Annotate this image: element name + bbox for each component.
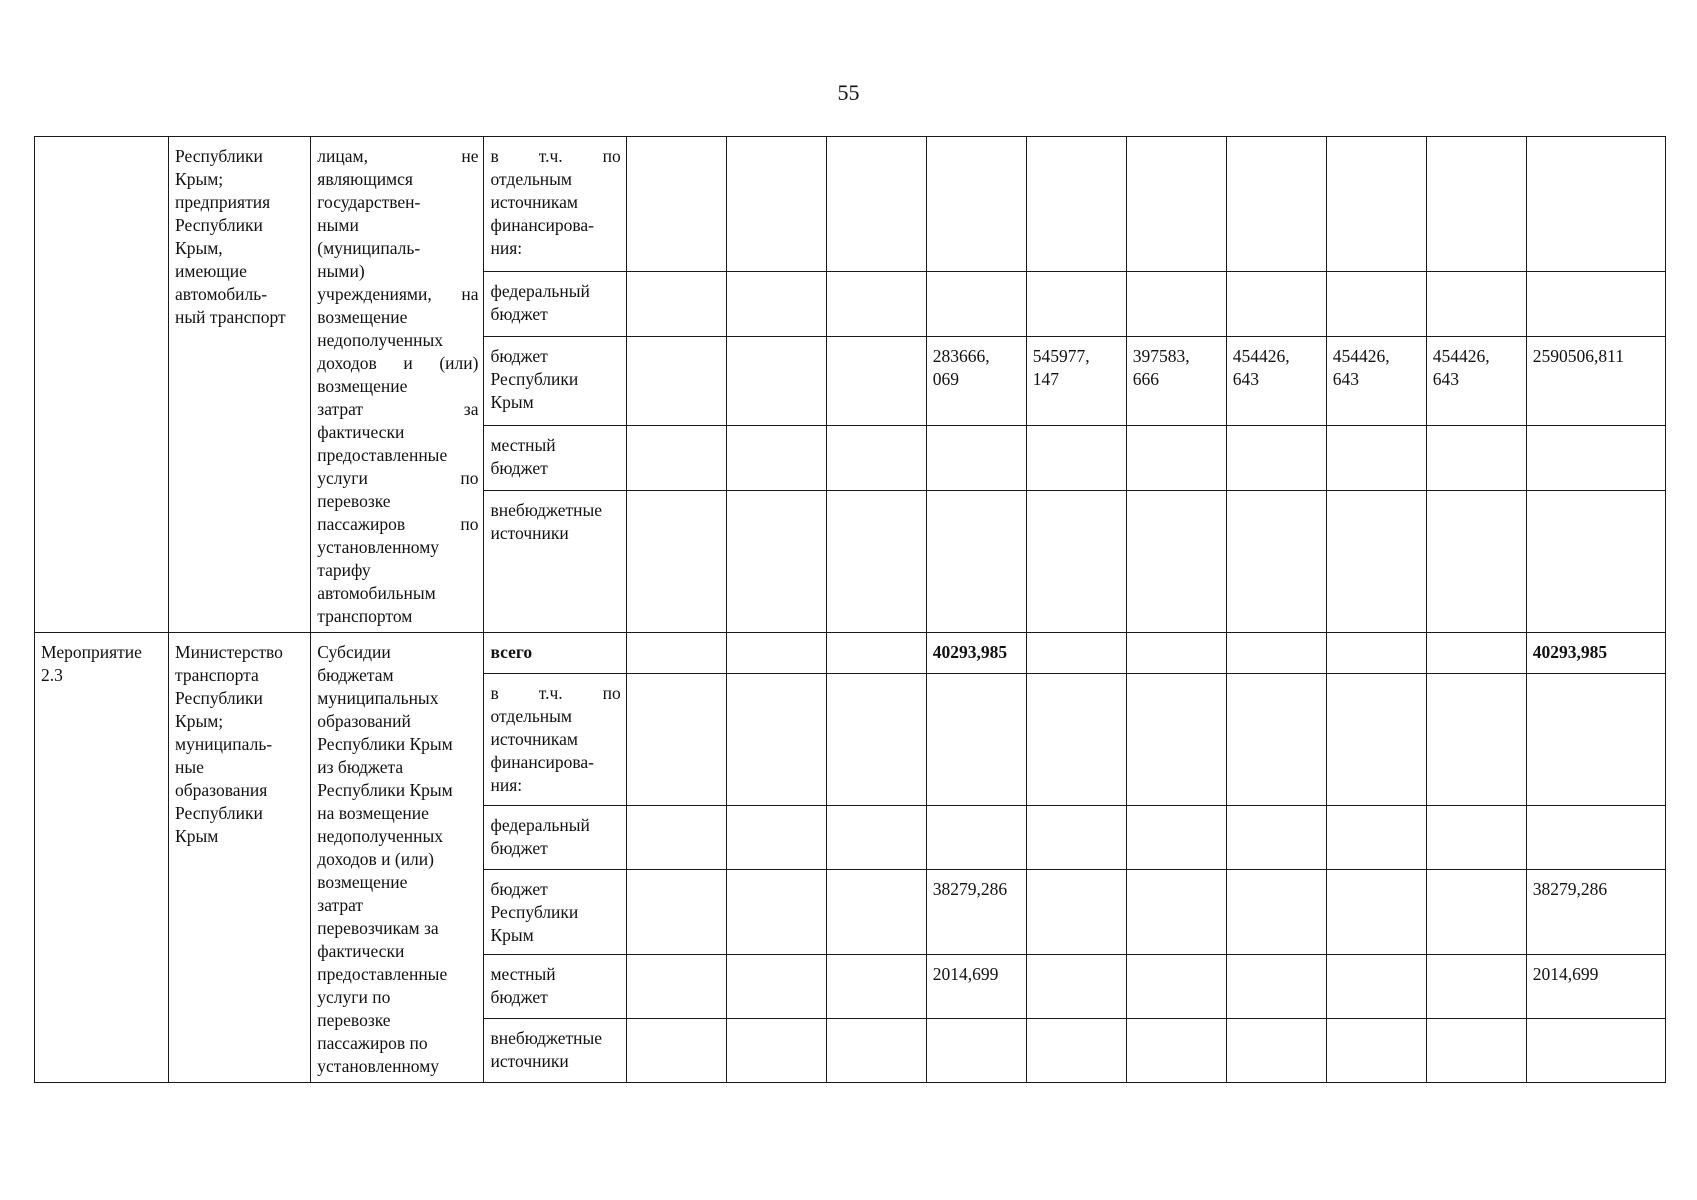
value-cell	[1226, 674, 1326, 806]
value-cell	[1126, 271, 1226, 336]
word: являющимся	[317, 169, 413, 189]
value-cell	[1226, 490, 1326, 632]
executor-line: транспорта	[175, 665, 259, 685]
source-line	[490, 237, 620, 260]
word: предоставленные	[317, 445, 448, 465]
source-cell	[484, 490, 626, 632]
value-cell	[1026, 1018, 1126, 1082]
word: пассажиров	[317, 514, 406, 534]
source-line	[490, 924, 620, 947]
cell-value: 454426, 643	[1332, 346, 1390, 390]
value-cell	[626, 137, 726, 272]
description-line: пассажиров по	[317, 1033, 428, 1053]
value-cell	[926, 1018, 1026, 1082]
word: возмещение	[317, 376, 408, 396]
value-cell	[1426, 633, 1526, 674]
source-cell	[484, 271, 626, 336]
value-cell	[1526, 137, 1665, 272]
value-cell	[926, 633, 1026, 674]
value-cell	[726, 137, 826, 272]
word: по	[460, 468, 479, 488]
value-cell	[1126, 1018, 1226, 1082]
value-cell	[1226, 137, 1326, 272]
value-cell	[1226, 271, 1326, 336]
value-cell	[626, 490, 726, 632]
executor-line: предприятия	[175, 192, 271, 212]
source-cell	[484, 425, 626, 490]
value-cell	[1326, 955, 1426, 1019]
value-cell	[1326, 806, 1426, 870]
description-line	[317, 536, 478, 559]
event-line: Мероприятие	[41, 642, 142, 662]
word: на	[461, 284, 479, 304]
value-cell	[826, 955, 926, 1019]
value-cell	[1326, 490, 1426, 632]
word: затрат	[317, 399, 364, 419]
word: ными	[317, 215, 359, 235]
event-cell	[35, 137, 169, 633]
cell-value: 2014,699	[932, 964, 999, 984]
word: бюджет	[490, 987, 548, 1007]
table-row	[35, 137, 1666, 272]
value-cell	[1126, 870, 1226, 955]
value-cell	[826, 870, 926, 955]
value-cell	[1026, 633, 1126, 674]
cell-value: 454426, 643	[1232, 346, 1290, 390]
value-cell	[1426, 337, 1526, 425]
word: источникам	[490, 729, 578, 750]
word: т.ч.	[538, 683, 563, 704]
event-cell	[35, 633, 169, 1083]
value-cell	[626, 1018, 726, 1082]
word: автомобильным	[317, 583, 436, 603]
source-line	[490, 774, 620, 797]
value-cell	[1426, 271, 1526, 336]
value-cell	[926, 955, 1026, 1019]
value-cell	[1226, 425, 1326, 490]
value-cell	[1326, 674, 1426, 806]
word: местный	[490, 434, 556, 455]
word: местный	[490, 964, 556, 984]
description-line	[317, 306, 478, 329]
funding-table	[34, 136, 1666, 1083]
value-cell	[1426, 1018, 1526, 1082]
description-line	[317, 467, 478, 490]
word: государствен-	[317, 192, 421, 212]
value-cell	[1426, 674, 1526, 806]
source-line	[490, 214, 620, 237]
word: источникам	[490, 192, 578, 212]
description-line: затрат	[317, 895, 364, 915]
source-cell	[484, 1018, 626, 1082]
description-line	[317, 260, 478, 283]
value-cell	[1026, 137, 1126, 272]
executor-line: Республики	[175, 215, 263, 235]
value-cell	[1226, 870, 1326, 955]
value-cell	[726, 633, 826, 674]
cell-value: 38279,286	[932, 879, 1008, 900]
word: внебюджетные	[490, 1027, 603, 1048]
value-cell	[1426, 806, 1526, 870]
word: в	[490, 683, 499, 704]
source-line	[490, 878, 620, 901]
value-cell	[1026, 806, 1126, 870]
description-line	[317, 559, 478, 582]
source-line	[490, 1050, 620, 1073]
source-cell	[484, 806, 626, 870]
executor-line: ный транспорт	[175, 307, 286, 327]
cell-value: 40293,985	[1532, 642, 1608, 662]
value-cell	[726, 870, 826, 955]
source-cell	[484, 633, 626, 674]
word: бюджет	[490, 346, 548, 367]
value-cell	[1426, 955, 1526, 1019]
value-cell	[1326, 1018, 1426, 1082]
value-cell	[1426, 425, 1526, 490]
value-cell	[1526, 955, 1665, 1019]
word: т.ч.	[538, 146, 563, 166]
executor-line: имеющие	[175, 261, 247, 281]
value-cell	[626, 806, 726, 870]
value-cell	[1526, 271, 1665, 336]
value-cell	[1326, 870, 1426, 955]
value-cell	[1126, 490, 1226, 632]
source-line	[490, 303, 620, 326]
description-line: предоставленные	[317, 964, 448, 984]
value-cell	[926, 674, 1026, 806]
description-line	[317, 352, 478, 375]
value-cell	[826, 490, 926, 632]
value-cell	[1326, 633, 1426, 674]
word: Республики	[490, 902, 579, 923]
description-line: перевозчикам за	[317, 918, 439, 938]
value-cell	[1526, 806, 1665, 870]
source-line	[490, 522, 620, 545]
cell-value: 38279,286	[1532, 879, 1608, 900]
word: всего	[490, 642, 533, 662]
table-body	[35, 137, 1666, 1083]
value-cell	[926, 490, 1026, 632]
value-cell	[726, 337, 826, 425]
source-line	[490, 145, 620, 168]
value-cell	[726, 271, 826, 336]
value-cell	[626, 271, 726, 336]
value-cell	[926, 425, 1026, 490]
executor-cell	[169, 633, 311, 1083]
word: федеральный	[490, 280, 590, 301]
cell-value: 283666, 069	[932, 346, 990, 390]
value-cell	[1126, 955, 1226, 1019]
word: Крым	[490, 392, 534, 413]
value-cell	[1026, 870, 1126, 955]
value-cell	[926, 870, 1026, 955]
word: (муниципаль-	[317, 238, 421, 258]
word: финансирова-	[490, 215, 594, 235]
source-line	[490, 368, 620, 391]
cell-value: 545977, 147	[1032, 346, 1090, 390]
value-cell	[1226, 1018, 1326, 1082]
value-cell	[1226, 337, 1326, 425]
description-line: перевозке	[317, 1010, 391, 1030]
description-line	[317, 191, 478, 214]
word: недополученных	[317, 330, 444, 350]
word: перевозке	[317, 491, 391, 511]
value-cell	[1426, 870, 1526, 955]
value-cell	[1326, 137, 1426, 272]
word: лицам,	[317, 146, 368, 166]
value-cell	[826, 137, 926, 272]
value-cell	[826, 425, 926, 490]
executor-line: автомобиль-	[175, 284, 268, 304]
source-cell	[484, 337, 626, 425]
value-cell	[1126, 137, 1226, 272]
description-line: образований	[317, 711, 411, 731]
source-line	[490, 728, 620, 751]
cell-value: 2590506,811	[1532, 346, 1624, 367]
source-line	[490, 963, 620, 986]
description-line: недополученных	[317, 826, 444, 846]
executor-line: Крым,	[175, 238, 223, 258]
value-cell	[926, 337, 1026, 425]
word: (или)	[439, 353, 479, 373]
cell-value: 40293,985	[932, 642, 1008, 662]
value-cell	[926, 271, 1026, 336]
source-line	[490, 499, 620, 522]
description-line	[317, 329, 478, 352]
value-cell	[726, 806, 826, 870]
description-line	[317, 398, 478, 421]
value-cell	[826, 633, 926, 674]
table-row	[35, 633, 1666, 674]
description-line: установленному	[317, 1056, 440, 1076]
cell-value: 454426, 643	[1432, 346, 1490, 390]
description-line	[317, 168, 478, 191]
page-number: 55	[837, 80, 860, 105]
value-cell	[726, 674, 826, 806]
source-line	[490, 391, 620, 414]
value-cell	[726, 1018, 826, 1082]
description-line: Республики Крым	[317, 780, 453, 800]
executor-cell	[169, 137, 311, 633]
word: учреждениями,	[317, 284, 432, 304]
word: тарифу	[317, 560, 371, 580]
value-cell	[1426, 490, 1526, 632]
word: услуги	[317, 468, 368, 488]
word: по	[602, 683, 621, 704]
executor-line: Республики	[175, 688, 263, 708]
word: в	[490, 146, 499, 166]
value-cell	[1126, 337, 1226, 425]
word: бюджет	[490, 838, 548, 859]
value-cell	[1526, 674, 1665, 806]
source-line	[490, 1027, 620, 1050]
value-cell	[1026, 674, 1126, 806]
word: и	[403, 353, 413, 373]
value-cell	[1426, 137, 1526, 272]
source-line	[490, 280, 620, 303]
source-line	[490, 901, 620, 924]
description-line	[317, 214, 478, 237]
description-line: бюджетам	[317, 665, 394, 685]
description-line	[317, 375, 478, 398]
description-cell	[311, 633, 484, 1083]
description-line	[317, 145, 478, 168]
value-cell	[726, 425, 826, 490]
value-cell	[1526, 1018, 1665, 1082]
value-cell	[826, 337, 926, 425]
cell-value: 2014,699	[1532, 964, 1599, 984]
executor-line: Крым;	[175, 169, 224, 189]
description-cell	[311, 137, 484, 633]
word: бюджет	[490, 457, 548, 478]
description-line	[317, 421, 478, 444]
word: федеральный	[490, 815, 590, 836]
value-cell	[1026, 337, 1126, 425]
source-line	[490, 986, 620, 1009]
description-line: доходов и (или)	[317, 849, 434, 869]
word: бюджет	[490, 303, 548, 324]
value-cell	[1126, 674, 1226, 806]
value-cell	[1526, 633, 1665, 674]
executor-line: Крым	[175, 826, 219, 846]
word: установленному	[317, 537, 440, 557]
description-line: Республики Крым	[317, 734, 453, 754]
value-cell	[1126, 633, 1226, 674]
value-cell	[626, 674, 726, 806]
word: за	[463, 399, 479, 419]
word: источники	[490, 1050, 569, 1071]
word: доходов	[317, 353, 377, 373]
value-cell	[1526, 490, 1665, 632]
value-cell	[626, 955, 726, 1019]
word: Республики	[490, 369, 579, 390]
cell-value: 397583, 666	[1132, 346, 1190, 390]
value-cell	[826, 674, 926, 806]
word: отдельным	[490, 169, 573, 189]
description-line	[317, 513, 478, 536]
value-cell	[1026, 955, 1126, 1019]
source-line	[490, 814, 620, 837]
word: бюджет	[490, 879, 548, 900]
value-cell	[1126, 806, 1226, 870]
executor-line: ные	[175, 757, 204, 777]
value-cell	[626, 633, 726, 674]
executor-line: муниципаль-	[175, 734, 273, 754]
source-line	[490, 641, 620, 664]
word: Крым	[490, 925, 534, 946]
description-line: из бюджета	[317, 757, 404, 777]
description-line: Субсидии	[317, 642, 391, 662]
source-cell	[484, 137, 626, 272]
source-line	[490, 168, 620, 191]
value-cell	[1526, 425, 1665, 490]
value-cell	[826, 806, 926, 870]
value-cell	[926, 806, 1026, 870]
word: возмещение	[317, 307, 408, 327]
value-cell	[1226, 955, 1326, 1019]
description-line: возмещение	[317, 872, 408, 892]
source-line	[490, 705, 620, 728]
value-cell	[1326, 337, 1426, 425]
value-cell	[1026, 425, 1126, 490]
word: по	[602, 146, 621, 166]
source-line	[490, 457, 620, 480]
word: внебюджетные	[490, 499, 603, 520]
description-line: фактически	[317, 941, 405, 961]
description-line: муниципальных	[317, 688, 439, 708]
value-cell	[1126, 425, 1226, 490]
word: транспортом	[317, 606, 413, 626]
executor-line: образования	[175, 780, 268, 800]
description-line	[317, 444, 478, 467]
value-cell	[626, 425, 726, 490]
description-line	[317, 605, 478, 628]
value-cell	[826, 271, 926, 336]
value-cell	[726, 490, 826, 632]
description-line	[317, 237, 478, 260]
word: финансирова-	[490, 752, 594, 773]
executor-line: Крым;	[175, 711, 224, 731]
event-line: 2.3	[41, 665, 63, 685]
source-line	[490, 682, 620, 705]
description-line	[317, 490, 478, 513]
value-cell	[826, 1018, 926, 1082]
value-cell	[1026, 490, 1126, 632]
source-cell	[484, 955, 626, 1019]
word: ния:	[490, 775, 523, 796]
source-line	[490, 345, 620, 368]
word: отдельным	[490, 706, 573, 727]
description-line	[317, 283, 478, 306]
value-cell	[1326, 425, 1426, 490]
source-cell	[484, 870, 626, 955]
source-line	[490, 434, 620, 457]
value-cell	[626, 870, 726, 955]
source-line	[490, 191, 620, 214]
source-cell	[484, 674, 626, 806]
executor-line: Республики	[175, 803, 263, 823]
value-cell	[1326, 271, 1426, 336]
word: ния:	[490, 238, 523, 258]
value-cell	[626, 337, 726, 425]
description-line: услуги по	[317, 987, 391, 1007]
value-cell	[1026, 271, 1126, 336]
value-cell	[1526, 337, 1665, 425]
value-cell	[926, 137, 1026, 272]
word: по	[460, 514, 479, 534]
word: не	[461, 146, 479, 166]
value-cell	[1226, 633, 1326, 674]
value-cell	[1526, 870, 1665, 955]
value-cell	[726, 955, 826, 1019]
source-line	[490, 751, 620, 774]
word: фактически	[317, 422, 405, 442]
executor-line: Министерство	[175, 642, 283, 662]
word: источники	[490, 522, 569, 543]
value-cell	[1226, 806, 1326, 870]
description-line	[317, 582, 478, 605]
word: ными)	[317, 261, 365, 281]
description-line: на возмещение	[317, 803, 429, 823]
source-line	[490, 837, 620, 860]
executor-line: Республики	[175, 146, 263, 166]
